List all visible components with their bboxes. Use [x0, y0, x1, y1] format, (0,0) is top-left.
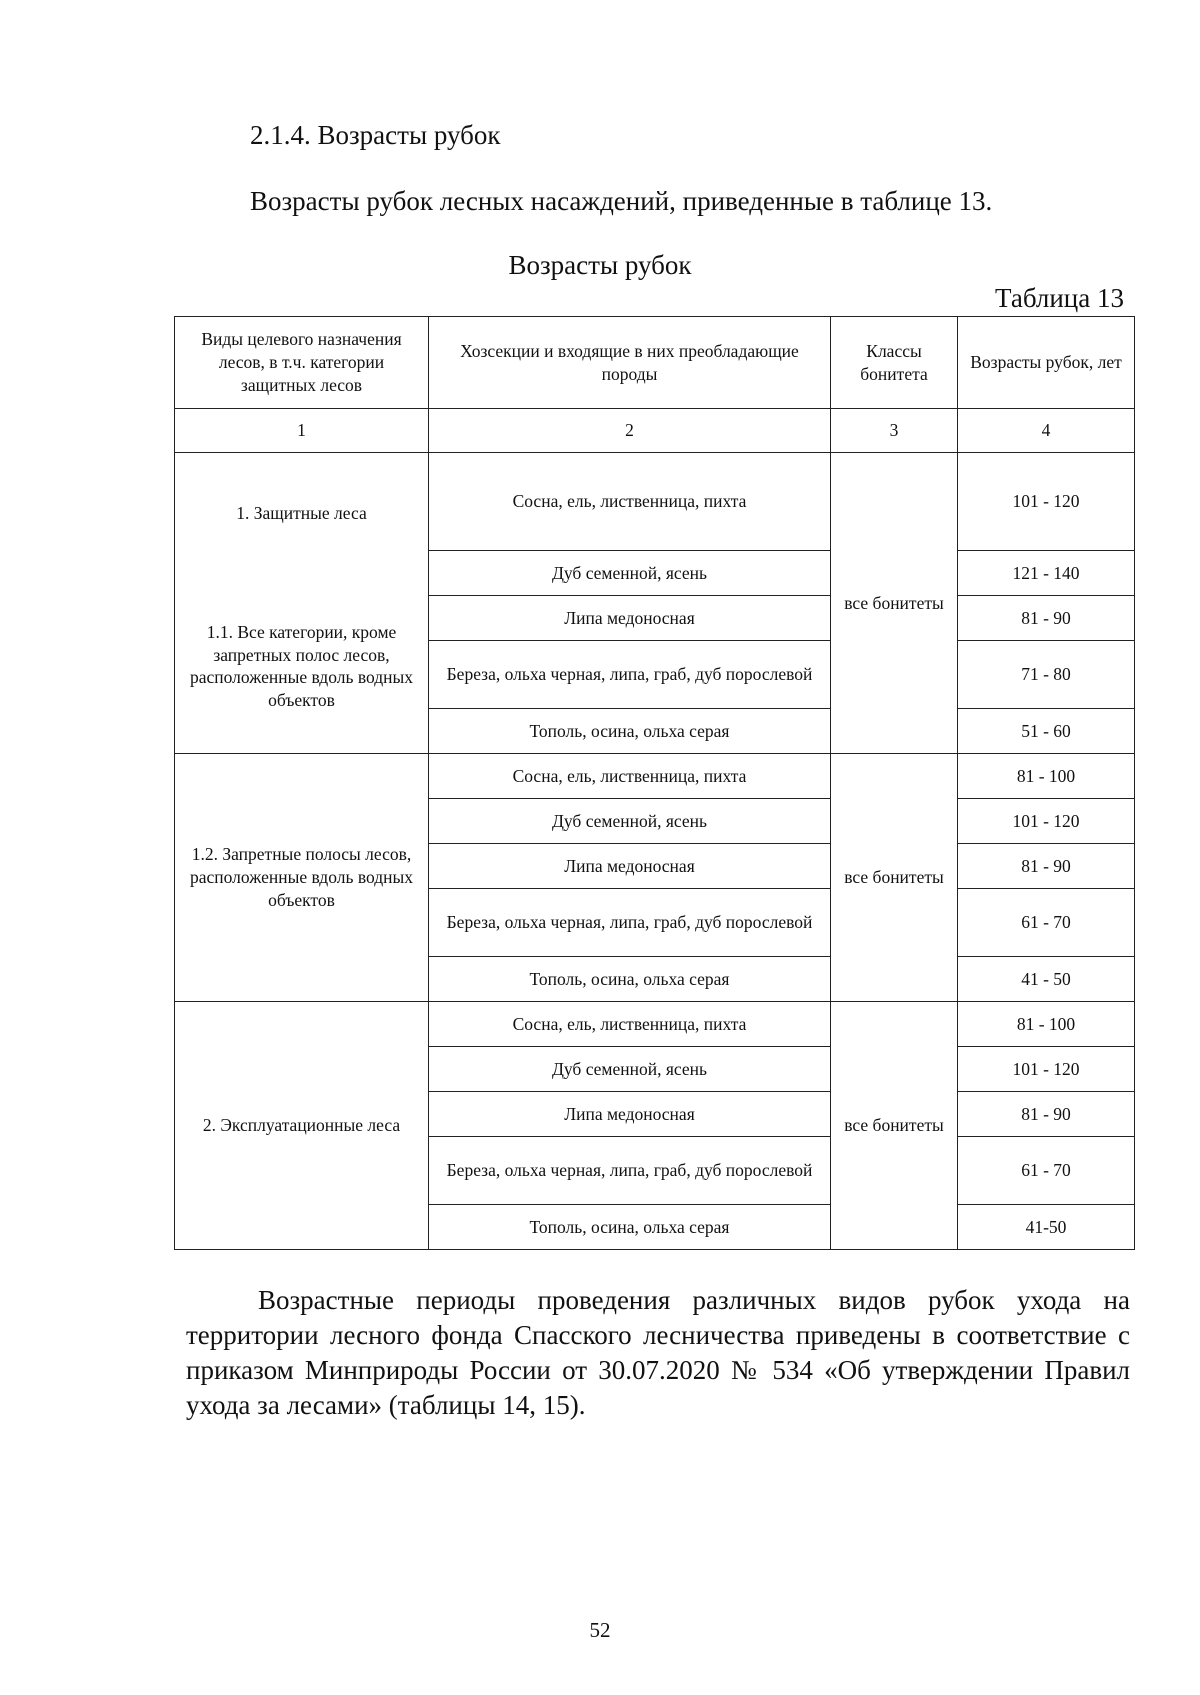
age-cell: 71 - 80 [958, 641, 1135, 709]
age-cell: 121 - 140 [958, 551, 1135, 596]
cutting-ages-table [174, 316, 1135, 1250]
group-subtitle: 1.1. Все категории, кроме запретных полос лесов, расположенные вдоль водных объектов [190, 621, 413, 711]
column-number: 1 [175, 409, 429, 453]
section-heading: 2.1.4. Возрасты рубок [250, 120, 501, 150]
group-title: 1. Защитные леса [236, 503, 367, 524]
body-paragraph: Возрастные периоды проведения различных видов рубок ухода на территории лесного фонда Спасского лесничества приведены в соответствие с приказом Минприроды России от 30.07.2020 № 534 «Об утверждении Правил ухода за лесами» (таблицы 14, 15). [186, 1285, 1130, 1420]
column-number-row [175, 409, 1135, 453]
species-cell: Липа медоносная [429, 596, 831, 641]
header-purpose: Виды целевого назначения лесов, в т.ч. категории защитных лесов [175, 317, 429, 409]
page-number: 52 [589, 1618, 611, 1642]
column-number: 2 [429, 409, 831, 453]
age-cell: 81 - 90 [958, 844, 1135, 889]
table-number: Таблица 13 [995, 283, 1124, 313]
species-cell: Сосна, ель, лиственница, пихта [429, 453, 831, 551]
species-cell: Береза, ольха черная, липа, граб, дуб порослевой [429, 641, 831, 709]
table-row [175, 453, 1135, 551]
column-number: 4 [958, 409, 1135, 453]
column-number: 3 [831, 409, 958, 453]
species-cell: Береза, ольха черная, липа, граб, дуб порослевой [429, 1137, 831, 1205]
species-cell: Дуб семенной, ясень [429, 1047, 831, 1092]
group-purpose-cell [175, 453, 429, 754]
header-bonitet: Классы бонитета [831, 317, 958, 409]
header-age: Возрасты рубок, лет [958, 317, 1135, 409]
species-cell: Сосна, ель, лиственница, пихта [429, 1002, 831, 1047]
species-cell: Липа медоносная [429, 844, 831, 889]
species-cell: Липа медоносная [429, 1092, 831, 1137]
age-cell: 101 - 120 [958, 799, 1135, 844]
age-cell: 81 - 100 [958, 754, 1135, 799]
bonitet-cell: все бонитеты [831, 754, 958, 1002]
species-cell: Тополь, осина, ольха серая [429, 957, 831, 1002]
age-cell: 51 - 60 [958, 709, 1135, 754]
intro-paragraph: Возрасты рубок лесных насаждений, приведенные в таблице 13. [250, 186, 993, 216]
table-title: Возрасты рубок [508, 250, 692, 280]
species-cell: Дуб семенной, ясень [429, 551, 831, 596]
group-purpose-cell: 2. Эксплуатационные леса [175, 1002, 429, 1250]
table-row [175, 754, 1135, 799]
species-cell: Дуб семенной, ясень [429, 799, 831, 844]
age-cell: 81 - 90 [958, 596, 1135, 641]
group-purpose-cell: 1.2. Запретные полосы лесов, расположенные вдоль водных объектов [175, 754, 429, 1002]
age-cell: 101 - 120 [958, 453, 1135, 551]
bonitet-cell: все бонитеты [831, 453, 958, 754]
age-cell: 61 - 70 [958, 889, 1135, 957]
species-cell: Тополь, осина, ольха серая [429, 1205, 831, 1250]
bonitet-cell: все бонитеты [831, 1002, 958, 1250]
table-row [175, 1002, 1135, 1047]
header-species: Хозсекции и входящие в них преобладающие породы [429, 317, 831, 409]
age-cell: 41 - 50 [958, 957, 1135, 1002]
species-cell: Сосна, ель, лиственница, пихта [429, 754, 831, 799]
table-header-row [175, 317, 1135, 409]
species-cell: Тополь, осина, ольха серая [429, 709, 831, 754]
age-cell: 61 - 70 [958, 1137, 1135, 1205]
age-cell: 81 - 90 [958, 1092, 1135, 1137]
age-cell: 101 - 120 [958, 1047, 1135, 1092]
age-cell: 81 - 100 [958, 1002, 1135, 1047]
species-cell: Береза, ольха черная, липа, граб, дуб порослевой [429, 889, 831, 957]
age-cell: 41-50 [958, 1205, 1135, 1250]
